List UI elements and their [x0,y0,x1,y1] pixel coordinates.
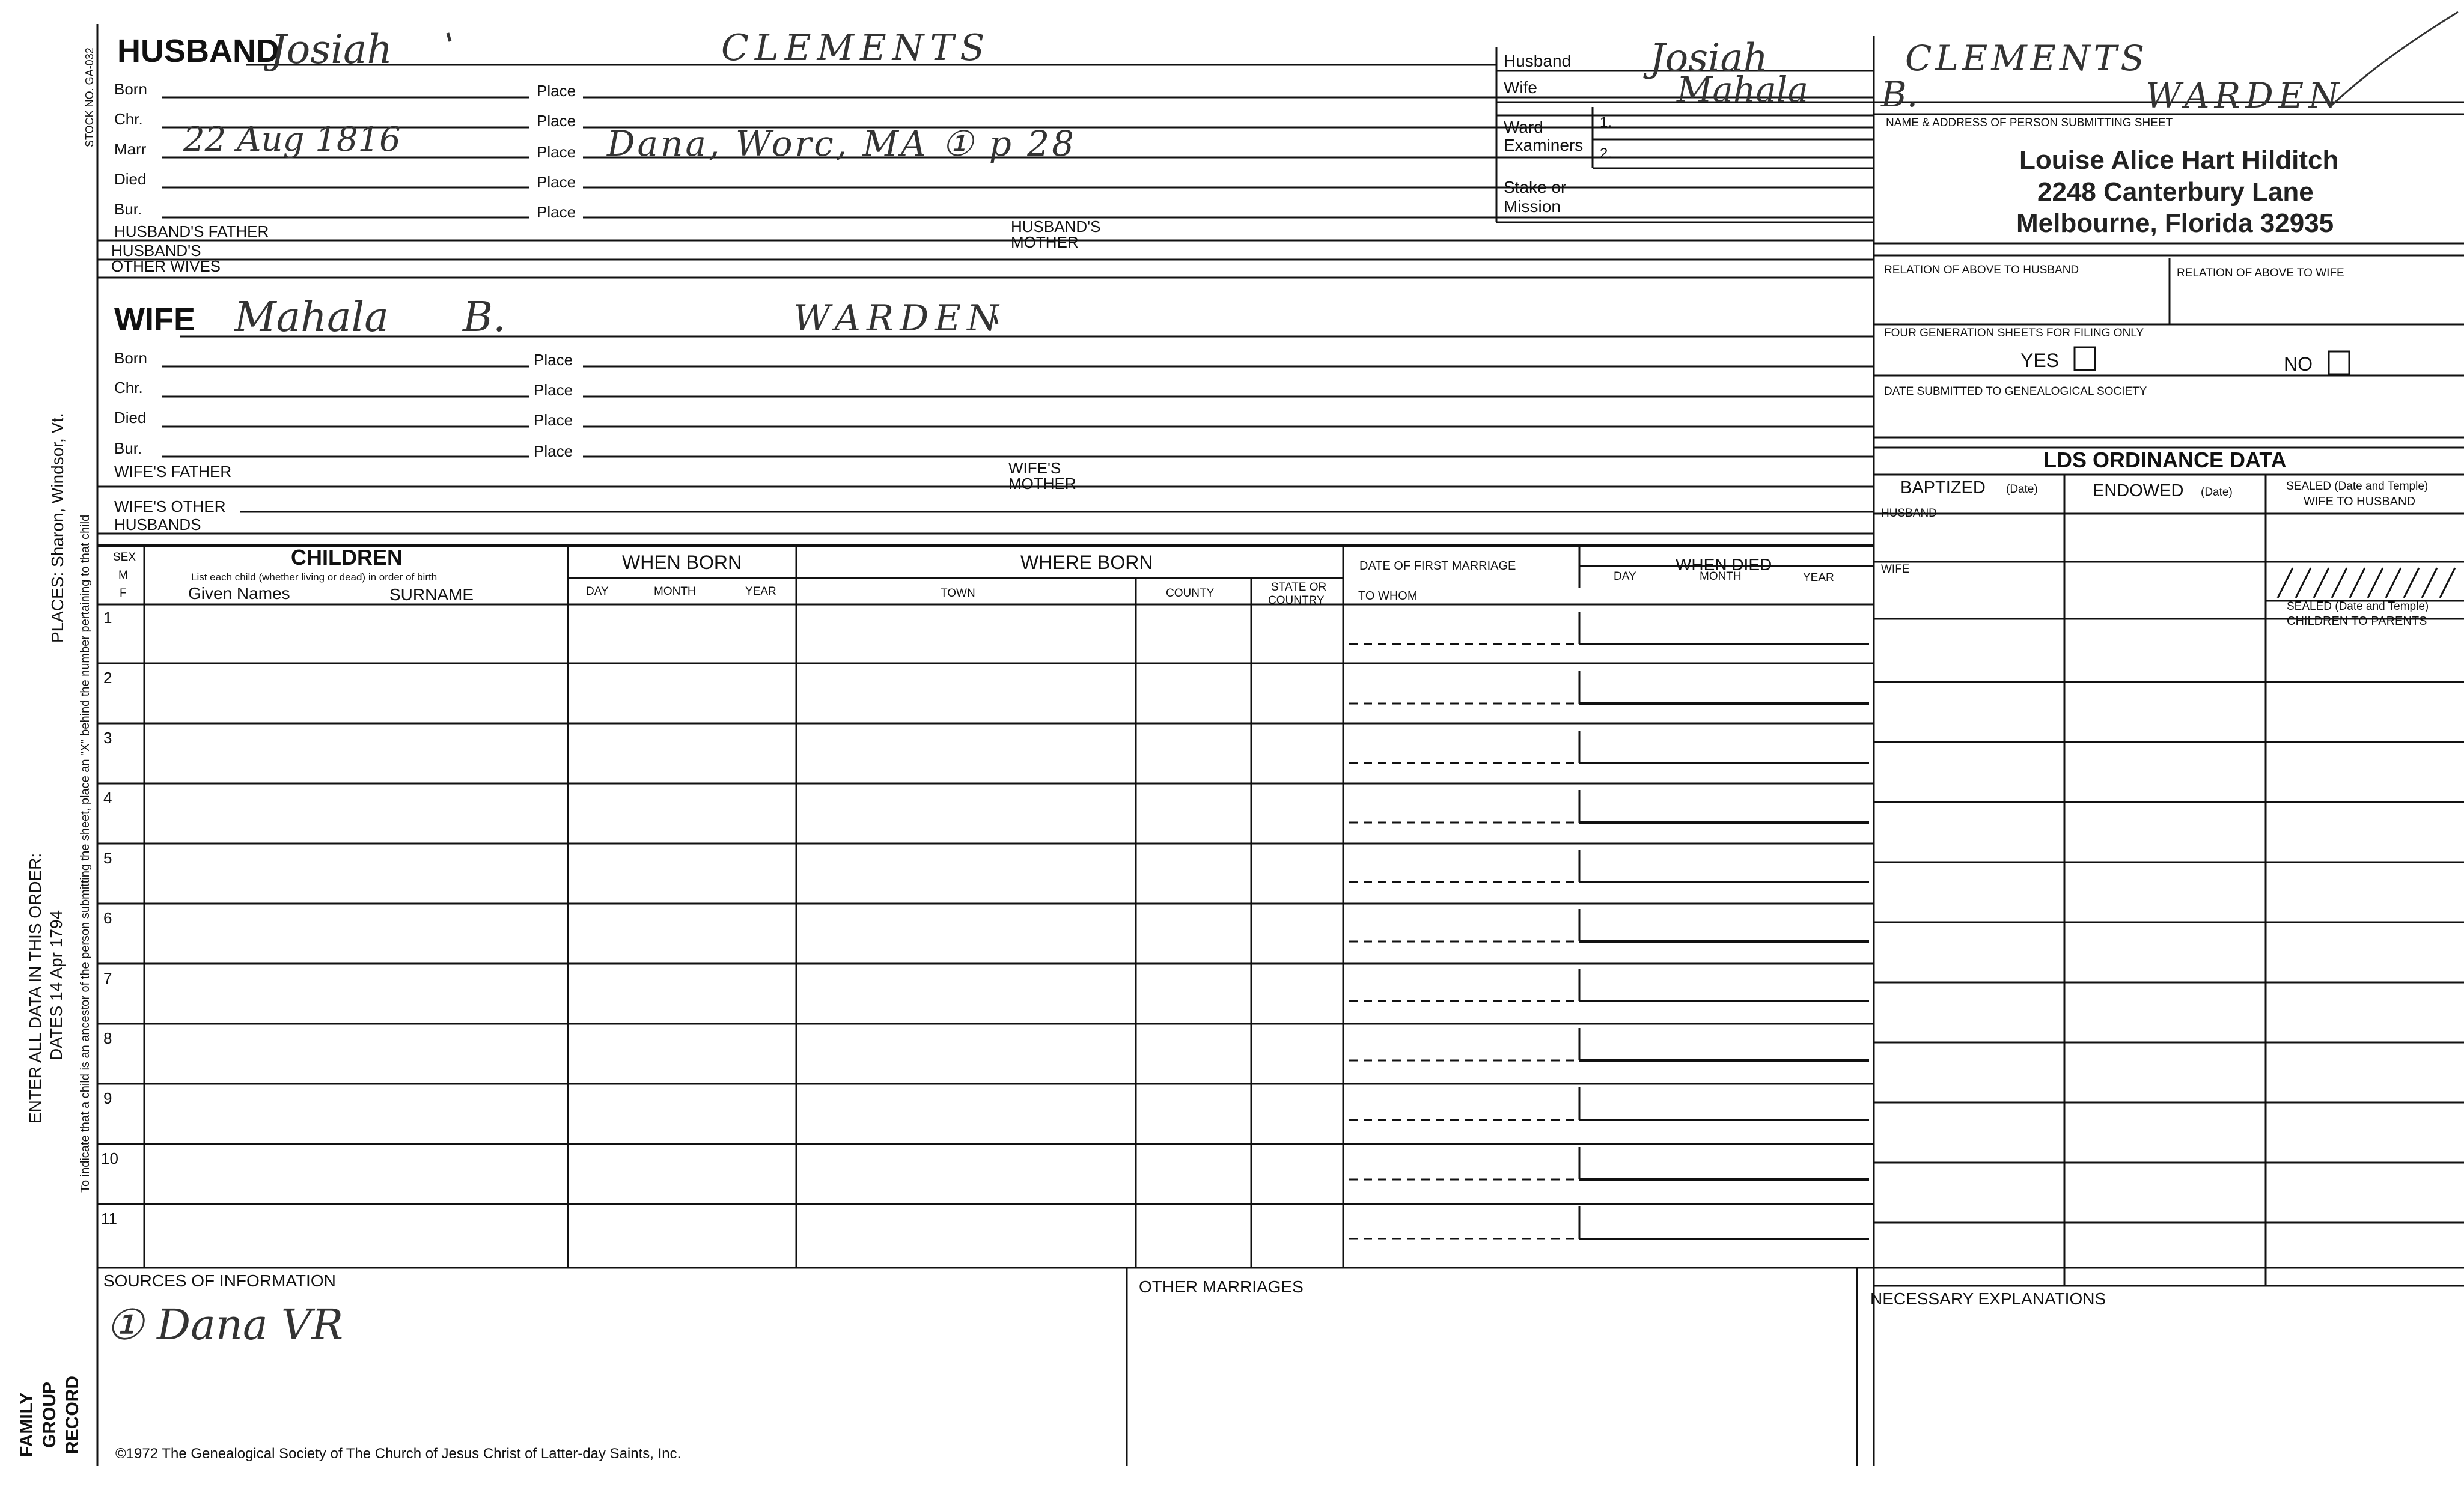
side-enter-order: ENTER ALL DATA IN THIS ORDER: [26,853,44,1124]
wife-chr-label: Chr. [114,379,143,397]
husband-born-label: Born [114,80,147,98]
endowed-label: ENDOWED [2093,481,2184,500]
child-row-number: 8 [103,1029,112,1047]
husband-mother-label: MOTHER [1011,233,1079,251]
examiner-1: 1. [1600,114,1612,130]
place-label: Place [537,112,576,130]
children-title: CHILDREN [291,545,403,570]
state-country-label: COUNTRY [1268,594,1325,607]
child-row-number: 1 [103,609,112,627]
necessary-explanations-label: NECESSARY EXPLANATIONS [1870,1289,2106,1308]
stock-number: STOCK NO. GA-032 [84,47,96,147]
family-group-record: FAMILY [17,1392,37,1457]
sealed-wife-label: SEALED (Date and Temple) [2286,480,2429,493]
child-row-number: 9 [103,1089,112,1107]
copyright: ©1972 The Genealogical Society of The Church of Jesus Christ of Latter-day Saints, Inc. [115,1446,682,1462]
child-row-number: 2 [103,669,112,687]
ward-examiners-label: Ward [1504,118,1543,136]
place-label: Place [534,381,573,399]
wife-label: WIFE [114,302,195,338]
where-born-label: WHERE BORN [1020,552,1153,573]
relation-wife-label: RELATION OF ABOVE TO WIFE [2177,267,2344,279]
husband-other-wives-label: OTHER WIVES [111,257,221,275]
lds-wife-label: WIFE [1881,563,1910,576]
examiner-2: 2. [1600,145,1612,162]
side-places: PLACES: Sharon, Windsor, Vt. [48,413,67,643]
when-died-label: WHEN DIED [1676,555,1772,574]
submitter-street: 2248 Canterbury Lane [2037,177,2314,207]
when-born-label: WHEN BORN [622,552,742,573]
endowed-date-label: (Date) [2201,486,2233,499]
day-label: DAY [586,585,609,598]
place-label: Place [537,203,576,221]
stake-mission-label: Stake or [1504,178,1567,196]
child-row-number: 6 [103,909,112,927]
family-group-record: RECORD [63,1375,82,1454]
husband-other-wives-label: HUSBAND'S [111,242,201,260]
side-instruction: To indicate that a child is an ancestor of the person submitting the sheet, place an "X" behind the number pertaining to that child [79,514,92,1193]
wife-middle-initial[interactable]: B. [463,294,506,341]
husband-father-label: HUSBAND'S FATHER [114,222,269,240]
wife-given-name[interactable]: Mahala [234,294,389,341]
month-label: MONTH [654,585,696,598]
submitter-label: NAME & ADDRESS OF PERSON SUBMITTING SHEET [1886,117,2173,129]
wife-other-husbands-label: HUSBANDS [114,515,201,534]
year-label: YEAR [745,585,776,598]
place-label: Place [534,411,573,429]
husband-died-label: Died [114,170,147,188]
husband-mother-label: HUSBAND'S [1011,217,1101,236]
place-label: Place [537,82,576,100]
child-row-number: 11 [101,1209,117,1227]
submitter-name: Louise Alice Hart Hilditch [2019,145,2339,175]
husband-surname[interactable]: CLEMENTS [721,27,991,69]
other-marriages-label: OTHER MARRIAGES [1139,1277,1304,1296]
ward-examiners-label: Examiners [1504,136,1584,154]
husband-given-name[interactable]: Josiah [270,26,393,73]
husband-marriage-date[interactable]: 22 Aug 1816 [183,120,401,159]
place-label: Place [534,351,573,369]
surname-label: SURNAME [389,585,474,604]
state-country-label: STATE OR [1271,581,1327,594]
child-row-number: 10 [101,1149,118,1167]
sex-label: M [118,569,128,582]
four-gen-label: FOUR GENERATION SHEETS FOR FILING ONLY [1884,327,2144,339]
no-checkbox[interactable] [2329,351,2349,374]
wife-other-husbands-label: WIFE'S OTHER [114,497,226,515]
lds-title: LDS ORDINANCE DATA [2043,448,2287,472]
sealed-children-label: CHILDREN TO PARENTS [2287,615,2427,628]
box-wife-name[interactable]: Mahala [1677,69,1809,110]
husband-bur-label: Bur. [114,200,142,218]
place-label: Place [534,442,573,460]
lds-husband-label: HUSBAND [1881,507,1937,520]
place-label: Place [537,173,576,191]
sex-label: F [120,587,127,600]
wife-born-label: Born [114,349,147,367]
submitter-city: Melbourne, Florida 32935 [2016,208,2334,238]
sealed-children-label: SEALED (Date and Temple) [2287,600,2429,613]
box-husband-label: Husband [1504,52,1572,70]
sealed-wife-label: WIFE TO HUSBAND [2304,495,2415,508]
died-month-label: MONTH [1700,570,1742,583]
wife-surname[interactable]: WARDEN [793,297,1005,339]
child-row-number: 5 [103,849,112,867]
baptized-date-label: (Date) [2006,483,2038,496]
yes-label: YES [2020,350,2060,371]
wife-mother-label: WIFE'S [1008,459,1061,477]
first-marriage-label: DATE OF FIRST MARRIAGE [1359,559,1516,573]
stake-mission-label: Mission [1504,197,1561,216]
no-label: NO [2284,353,2313,375]
wife-mother-label: MOTHER [1008,475,1076,493]
box-husband-surname[interactable]: CLEMENTS [1905,38,2148,79]
child-row-number: 3 [103,729,112,747]
to-whom-label: TO WHOM [1358,589,1418,603]
place-label: Place [537,143,576,161]
relation-husband-label: RELATION OF ABOVE TO HUSBAND [1884,264,2079,276]
children-instruction: List each child (whether living or dead) in order of birth [191,571,438,583]
wife-bur-label: Bur. [114,439,142,457]
wife-died-label: Died [114,409,147,427]
husband-marriage-place[interactable]: Dana, Worc, MA ① p 28 [607,123,1077,164]
sources-entry[interactable]: ① Dana VR [106,1300,344,1349]
box-wife-label: Wife [1504,78,1537,97]
yes-checkbox[interactable] [2075,347,2095,370]
baptized-label: BAPTIZED [1900,478,1986,497]
child-row-number: 7 [103,969,112,987]
sources-label: SOURCES OF INFORMATION [103,1271,336,1290]
date-submitted-label: DATE SUBMITTED TO GENEALOGICAL SOCIETY [1884,385,2147,398]
died-year-label: YEAR [1803,571,1834,584]
family-group-record: GROUP [40,1381,59,1448]
box-wife-surname[interactable]: WARDEN [2145,75,2344,116]
county-label: COUNTY [1166,587,1215,600]
died-day-label: DAY [1614,570,1636,583]
given-names-label: Given Names [188,584,290,603]
wife-father-label: WIFE'S FATHER [114,463,232,481]
box-wife-middle[interactable]: B. [1881,74,1918,115]
side-dates: DATES 14 Apr 1794 [47,910,66,1060]
husband-chr-label: Chr. [114,110,143,128]
town-label: TOWN [941,587,975,600]
child-row-number: 4 [103,789,112,807]
box-husband-name[interactable]: Josiah [1650,36,1768,81]
husband-label: HUSBAND [117,33,279,69]
sex-label: SEX [113,551,136,564]
husband-marr-label: Marr [114,140,147,158]
